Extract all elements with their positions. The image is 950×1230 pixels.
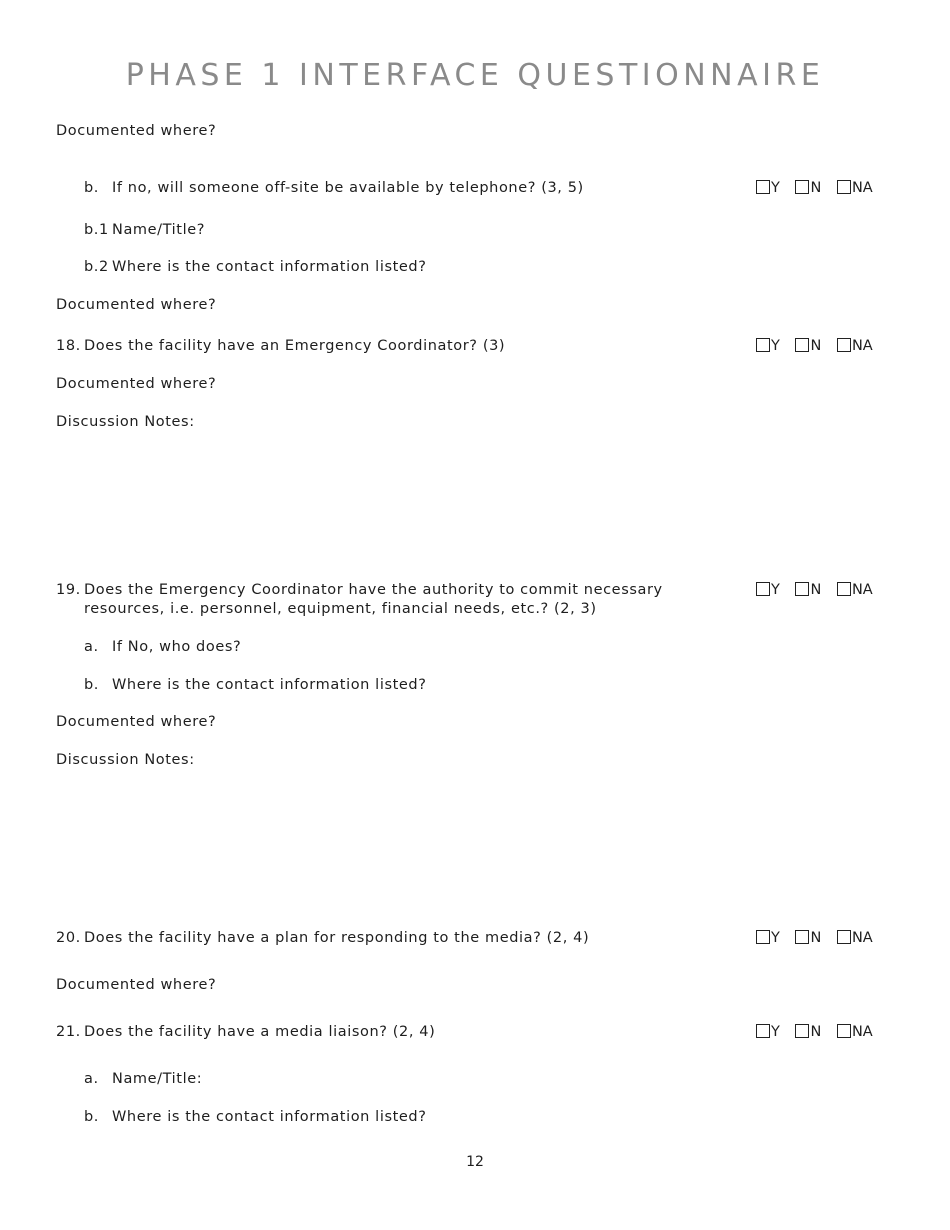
na-checkbox[interactable] — [837, 582, 851, 596]
question-text: Where is the contact information listed? — [112, 677, 427, 693]
question-text: If No, who does? — [112, 639, 242, 655]
no-checkbox[interactable] — [795, 180, 809, 194]
question-text: Name/Title? — [112, 222, 206, 238]
yes-label: Y — [771, 338, 780, 354]
item-marker: b. — [84, 677, 100, 693]
question-text: If no, will someone off-site be available by telephone? (3, 5) — [112, 180, 584, 196]
item-marker: b. — [84, 1109, 100, 1125]
yes-checkbox[interactable] — [756, 582, 770, 596]
item-marker: a. — [84, 639, 99, 655]
no-checkbox[interactable] — [795, 582, 809, 596]
question-19 — [56, 581, 684, 619]
item-marker: b.2 — [84, 259, 109, 275]
item-marker: b. — [84, 180, 100, 196]
question-text: Name/Title: — [112, 1071, 203, 1087]
question-19a — [84, 638, 241, 657]
na-label: NA — [851, 930, 873, 946]
yes-checkbox[interactable] — [756, 930, 770, 944]
question-text: Where is the contact information listed? — [112, 1109, 427, 1125]
question-text: Does the facility have a media liaison? (2, 4) — [84, 1024, 436, 1040]
na-checkbox[interactable] — [837, 180, 851, 194]
answer-options-20 — [756, 929, 873, 948]
yes-checkbox[interactable] — [756, 180, 770, 194]
documented-where-label: Documented where? — [56, 977, 217, 993]
documented-where-label: Documented where? — [56, 297, 217, 313]
question-17b2 — [84, 258, 427, 277]
na-checkbox[interactable] — [837, 338, 851, 352]
question-number: 21. — [56, 1024, 81, 1040]
no-checkbox[interactable] — [795, 1024, 809, 1038]
yes-label: Y — [771, 930, 780, 946]
yes-label: Y — [771, 180, 780, 196]
answer-options-17b — [756, 179, 873, 198]
question-text: Does the facility have a plan for responding to the media? (2, 4) — [84, 930, 590, 946]
question-18 — [56, 337, 505, 356]
page-number: 12 — [466, 1154, 484, 1170]
na-label: NA — [851, 338, 873, 354]
na-label: NA — [851, 1024, 873, 1040]
question-number: 18. — [56, 338, 81, 354]
question-21a — [84, 1070, 202, 1089]
question-21b — [84, 1108, 427, 1127]
item-marker: b.1 — [84, 222, 109, 238]
item-marker: a. — [84, 1071, 99, 1087]
question-20 — [56, 929, 589, 948]
na-checkbox[interactable] — [837, 1024, 851, 1038]
question-17b — [84, 179, 584, 198]
no-label: N — [810, 338, 822, 354]
question-17b1 — [84, 221, 205, 240]
no-label: N — [810, 180, 822, 196]
page-title: PHASE 1 INTERFACE QUESTIONNAIRE — [125, 58, 825, 93]
answer-options-18 — [756, 337, 873, 356]
question-number: 20. — [56, 930, 81, 946]
no-checkbox[interactable] — [795, 930, 809, 944]
no-label: N — [810, 582, 822, 598]
yes-checkbox[interactable] — [756, 338, 770, 352]
no-label: N — [810, 930, 822, 946]
documented-where-label: Documented where? — [56, 376, 217, 392]
question-text: Where is the contact information listed? — [112, 259, 427, 275]
documented-where-label: Documented where? — [56, 123, 217, 139]
na-checkbox[interactable] — [837, 930, 851, 944]
question-text: Does the Emergency Coordinator have the authority to commit necessary resources, i.e. personnel, equipment, financial needs, etc.? (2, 3) — [84, 582, 663, 617]
discussion-notes-label: Discussion Notes: — [56, 752, 195, 768]
na-label: NA — [851, 180, 873, 196]
answer-options-19 — [756, 581, 873, 600]
question-number: 19. — [56, 582, 81, 598]
na-label: NA — [851, 582, 873, 598]
question-19b — [84, 676, 427, 695]
no-label: N — [810, 1024, 822, 1040]
answer-options-21 — [756, 1023, 873, 1042]
no-checkbox[interactable] — [795, 338, 809, 352]
yes-checkbox[interactable] — [756, 1024, 770, 1038]
yes-label: Y — [771, 1024, 780, 1040]
documented-where-label: Documented where? — [56, 714, 217, 730]
question-text: Does the facility have an Emergency Coordinator? (3) — [84, 338, 506, 354]
discussion-notes-label: Discussion Notes: — [56, 414, 195, 430]
question-21 — [56, 1023, 435, 1042]
yes-label: Y — [771, 582, 780, 598]
